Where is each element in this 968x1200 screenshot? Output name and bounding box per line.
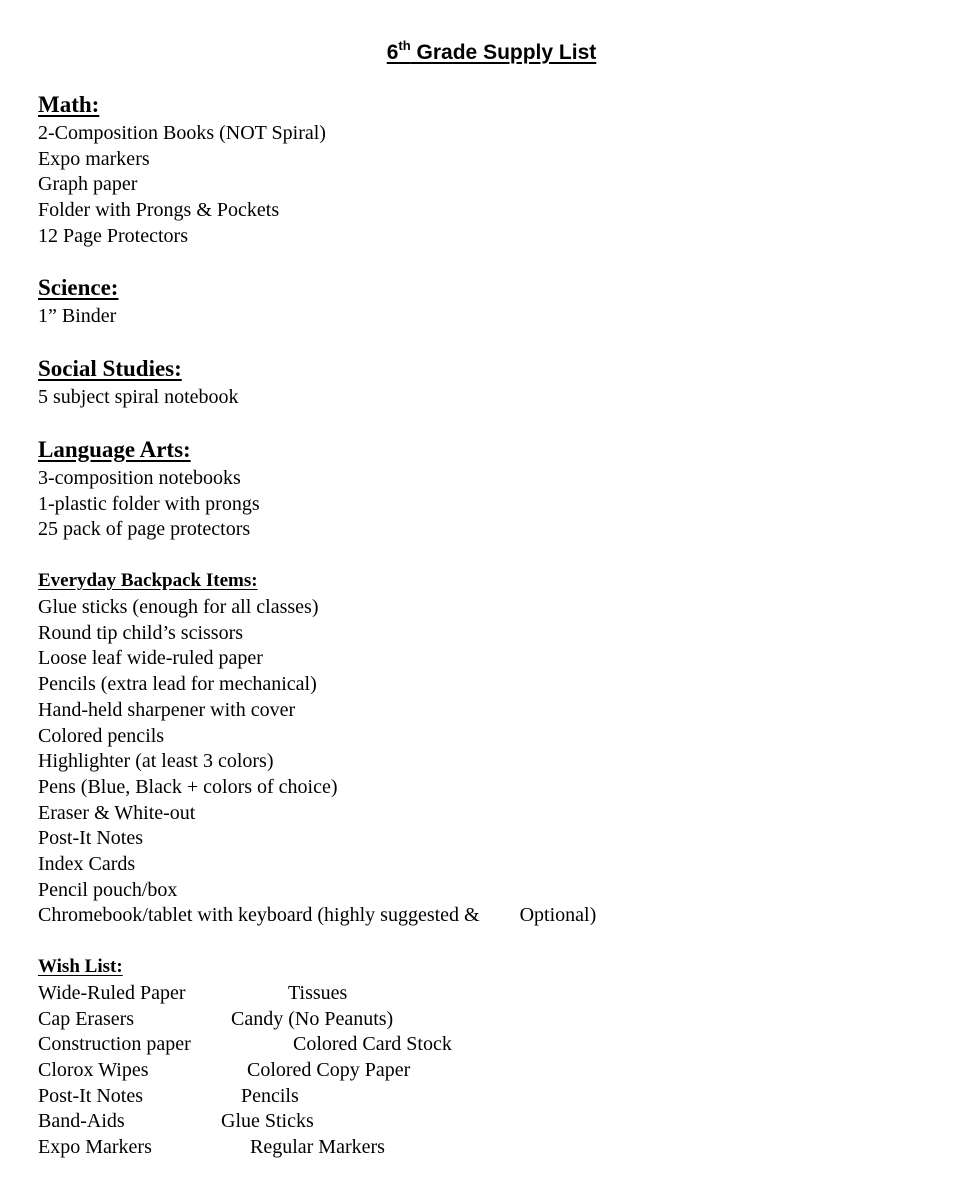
math-heading: Math: [38,92,100,117]
list-item: Round tip child’s scissors [38,621,244,644]
section-wish-list [38,953,452,1161]
section-science [38,272,118,330]
everyday-list [38,595,596,929]
list-item: 2-Composition Books (NOT Spiral) [38,122,326,144]
title-superscript: th [398,38,411,53]
wish-list-rows [38,981,452,1161]
list-item: 1” Binder [38,305,117,327]
list-item: Graph paper [38,173,138,196]
wish-item-left: Wide-Ruled Paper [38,982,186,1004]
section-language-arts [38,434,260,543]
list-item: Folder with Prongs & Pockets [38,199,280,222]
wish-item-left: Cap Erasers [38,1007,135,1030]
social-studies-list [38,385,239,411]
wish-item-right: Candy (No Peanuts) [231,1007,394,1030]
page-title [0,38,968,68]
title-grade-number: 6 [386,41,399,64]
list-item: Pencil pouch/box [38,878,178,901]
list-item-chromebook [38,903,596,929]
wish-item-left: Clorox Wipes [38,1059,149,1082]
math-list [38,121,326,250]
list-item: Expo markers [38,147,150,170]
list-item: Colored pencils [38,724,165,747]
wish-item-right: Pencils [241,1084,299,1107]
wish-item-left: Expo Markers [38,1136,152,1159]
language-arts-list [38,466,260,543]
list-item: 5 subject spiral notebook [38,386,239,408]
list-item: 1-plastic folder with prongs [38,492,260,515]
social-studies-heading: Social Studies: [38,356,182,381]
wish-item-left: Construction paper [38,1033,191,1056]
wish-row [38,1058,411,1084]
list-item: Highlighter (at least 3 colors) [38,750,274,773]
list-item: Eraser & White-out [38,801,196,824]
section-everyday-backpack [38,567,596,929]
list-item: Hand-held sharpener with cover [38,698,296,721]
wish-item-left: Band-Aids [38,1110,125,1133]
wish-row [38,1032,452,1058]
list-item: Pencils (extra lead for mechanical) [38,673,317,696]
wish-row [38,1109,314,1135]
wish-item-right: Glue Sticks [221,1110,314,1133]
list-item: Post-It Notes [38,827,143,850]
wish-item-left: Post-It Notes [38,1084,143,1107]
wish-item-right: Regular Markers [250,1136,385,1159]
science-list [38,304,118,330]
everyday-heading: Everyday Backpack Items: [38,570,258,591]
wish-row [38,1007,394,1033]
wish-item-right: Colored Card Stock [293,1033,452,1056]
list-item: 25 pack of page protectors [38,518,251,541]
chromebook-text: Chromebook/tablet with keyboard (highly suggested & [38,904,480,927]
wish-item-right: Colored Copy Paper [247,1059,411,1082]
list-item: Index Cards [38,853,136,876]
list-item: Glue sticks (enough for all classes) [38,596,319,618]
language-arts-heading: Language Arts: [38,437,191,462]
section-math [38,89,326,250]
wish-list-heading: Wish List: [38,956,123,977]
chromebook-optional-text: Optional) [519,904,597,927]
section-social-studies [38,353,239,411]
title-text: Grade Supply List [410,41,597,64]
wish-row [38,981,348,1007]
wish-item-right: Tissues [288,982,348,1004]
wish-row [38,1135,385,1161]
wish-row [38,1084,299,1110]
list-item: Loose leaf wide-ruled paper [38,647,263,670]
list-item: Pens (Blue, Black + colors of choice) [38,775,338,798]
list-item: 3-composition notebooks [38,467,241,489]
list-item: 12 Page Protectors [38,224,188,247]
science-heading: Science: [38,275,119,300]
